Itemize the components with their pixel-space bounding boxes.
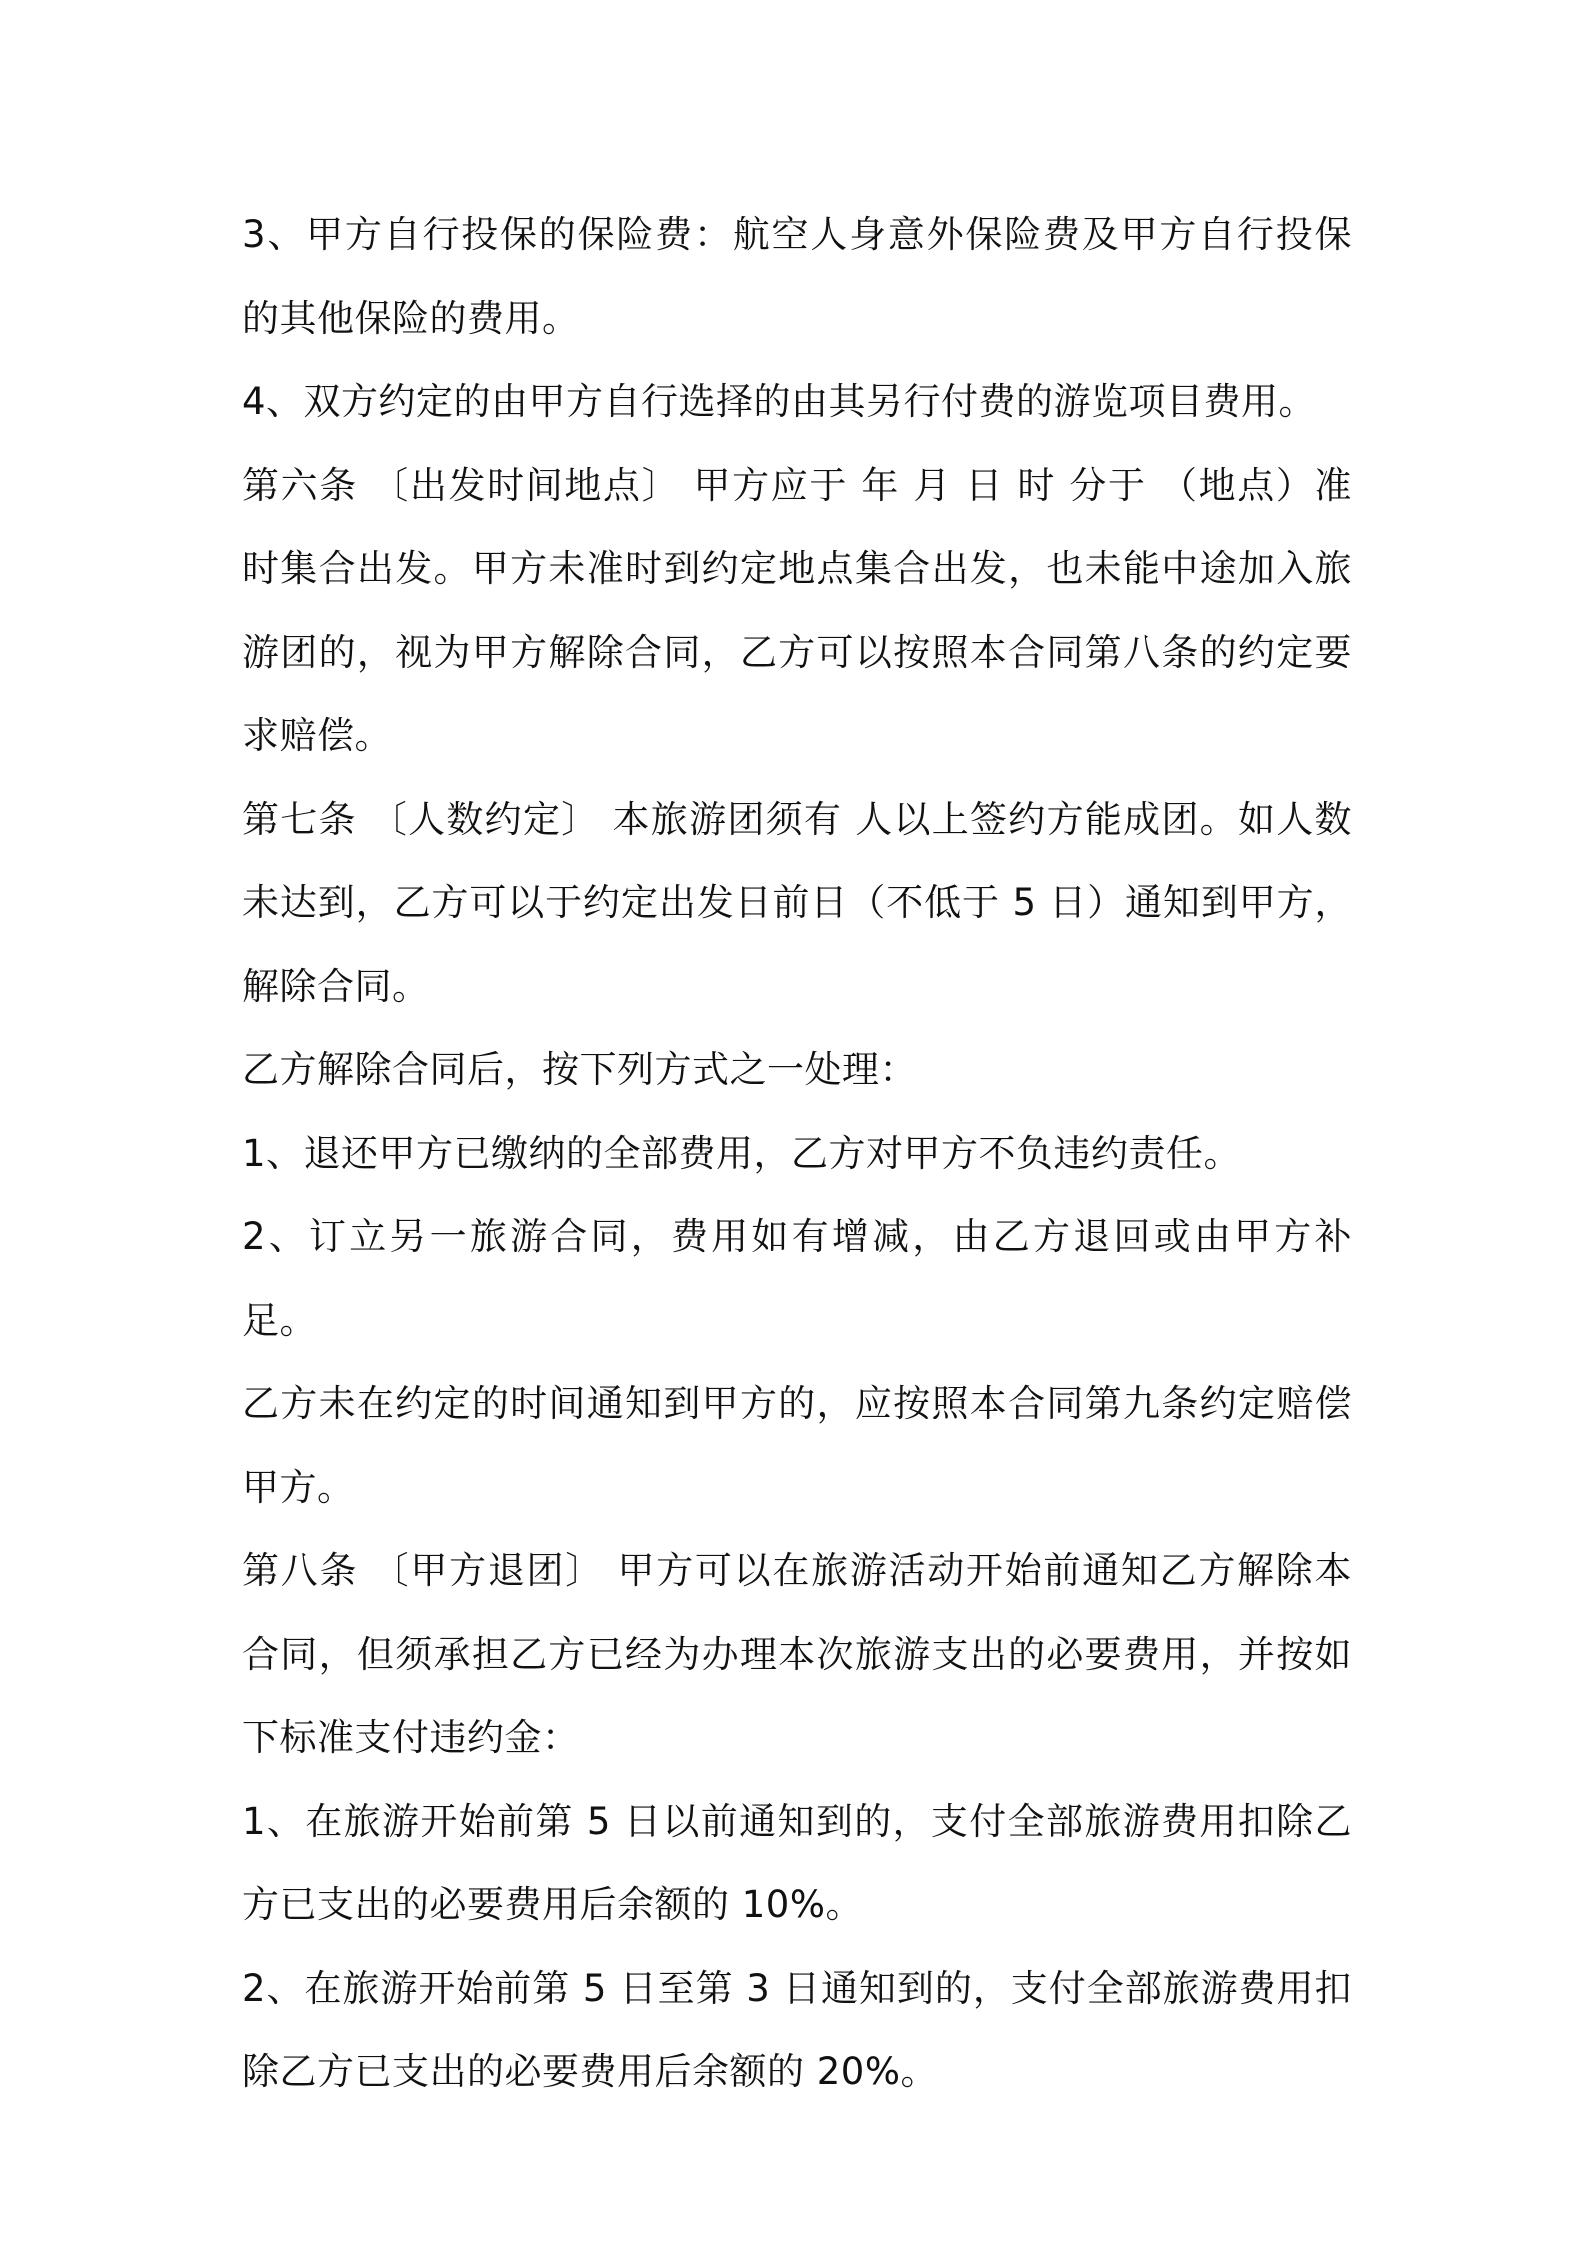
paragraph-article-6: 第六条 〔出发时间地点〕 甲方应于 年 月 日 时 分于 （地点）准时集合出发。甲方未准时到约定地点集合出发，也未能中途加入旅游团的，视为甲方解除合同，乙方可以按照本合同第八条的约定要求赔偿。 — [242, 463, 1352, 757]
paragraph-refund-option: 1、退还甲方已缴纳的全部费用，乙方对甲方不负违约责任。 — [242, 1131, 1242, 1175]
paragraph-article-8: 第八条 〔甲方退团〕 甲方可以在旅游活动开始前通知乙方解除本合同，但须承担乙方已经为办理本次旅游支出的必要费用，并按如下标准支付违约金： — [242, 1549, 1352, 1759]
paragraph-new-contract-option: 2、订立另一旅游合同，费用如有增减，由乙方退回或由甲方补足。 — [242, 1215, 1352, 1342]
paragraph-termination-handling: 乙方解除合同后，按下列方式之一处理： — [242, 1048, 917, 1091]
paragraph-penalty-20: 2、在旅游开始前第 5 日至第 3 日通知到的，支付全部旅游费用扣除乙方已支出的必要费用后余额的 20%。 — [242, 1966, 1352, 2093]
paragraph-insurance-fee: 3、甲方自行投保的保险费：航空人身意外保险费及甲方自行投保的其他保险的费用。 — [242, 213, 1352, 340]
paragraph-penalty-10: 1、在旅游开始前第 5 日以前通知到的，支付全部旅游费用扣除乙方已支出的必要费用后余额的 10%。 — [242, 1799, 1352, 1926]
paragraph-late-notice: 乙方未在约定的时间通知到甲方的，应按照本合同第九条约定赔偿甲方。 — [242, 1382, 1352, 1509]
paragraph-article-7: 第七条 〔人数约定〕 本旅游团须有 人以上签约方能成团。如人数未达到，乙方可以于约定出发日前日（不低于 5 日）通知到甲方，解除合同。 — [242, 797, 1352, 1008]
document-body — [242, 193, 1352, 2114]
paragraph-optional-tour-fee: 4、双方约定的由甲方自行选择的由其另行付费的游览项目费用。 — [242, 380, 1317, 423]
